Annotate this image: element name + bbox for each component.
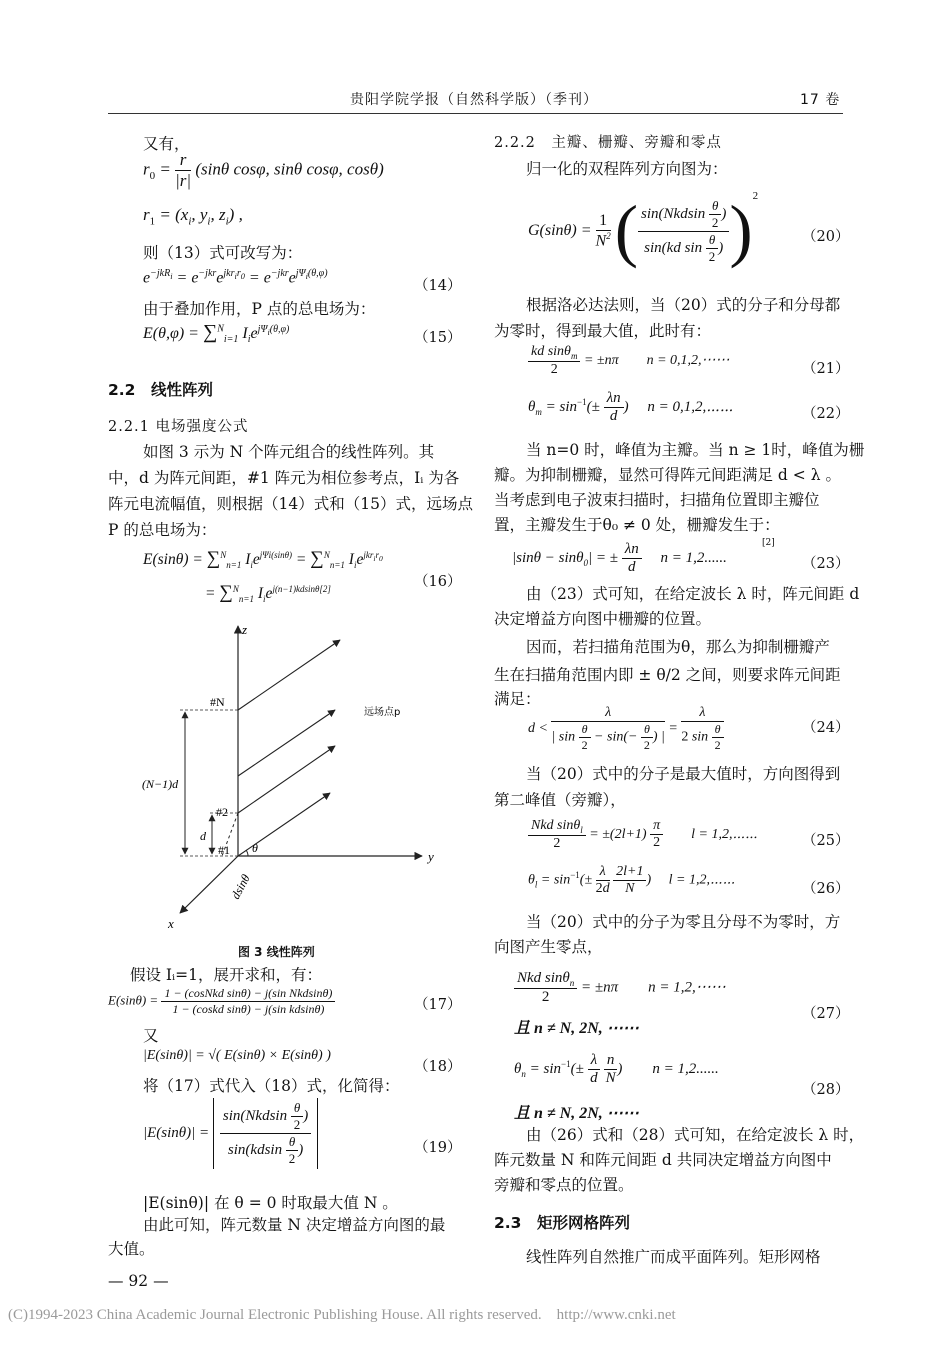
label-Nminus1d: (N−1)d [142,777,179,791]
section-2-3-heading: 2.3 矩形网格阵列 [494,1214,630,1232]
equation-23: |sinθ − sinθ$_0$| = ± $\frac{\lambda n}{d}$ n = 1,2...... [512,541,727,575]
subsection-2-2-1-heading: 2.2.1 电场强度公式 [108,419,249,435]
equation-r1: $r_1 = (x_i$, $y_i$, $z_i$) , [143,205,243,228]
equation-18: |E(sinθ)| = √( E(sinθ) × E(sinθ) ) [143,1048,331,1063]
eq20-number: （20） [802,229,850,245]
text-sidelobe1: 当（20）式中的分子是最大值时，方向图得到 [526,765,841,783]
header-rule [108,113,843,114]
text-max2: 由此可知，阵元数量 N 决定增益方向图的最 [143,1216,446,1234]
eq23-reference: [2] [762,538,775,548]
label-theta: θ [252,841,258,855]
section-2-2-heading: 2.2 线性阵列 [108,381,213,399]
subsection-2-2-2-heading: 2.2.2 主瓣、栅瓣、旁瓣和零点 [494,135,722,151]
text-max1: |E(sinθ)| 在 θ = 0 时取最大值 N 。 [143,1194,398,1212]
eq28-number: （28） [802,1082,850,1098]
label-1: #1 [218,843,230,857]
label-dsintheta: dsinθ [228,871,253,902]
eq16-number: （16） [414,574,462,590]
text-scan1: 因而，若扫描角范围为θ，那么为抑制栅瓣产 [526,638,830,656]
text-zero1: 当（20）式中的分子为零且分母不为零时，方 [526,913,841,931]
eq18-number: （18） [414,1059,462,1075]
text-substitute: 将（17）式代入（18）式，化简得： [143,1077,400,1095]
text-rect: 线性阵列自然推广而成平面阵列。矩形网格 [526,1248,821,1266]
text-sidelobe2: 第二峰值（旁瓣）， [494,791,626,809]
equation-28: $\theta_n = \sin^{-1}(\pm$ $\frac{\lambda}{d}$ $\frac{n}{N}$ ) n = 1,2...... [514,1052,719,1086]
text-fig-line4: P 的总电场为： [108,521,217,539]
x-axis [180,856,238,913]
eq22-number: （22） [802,406,850,422]
text-23b: 决定增益方向图中栅瓣的位置。 [494,610,712,628]
text-mainlobe4: 置，主瓣发生于θ₀ ≠ 0 处，栅瓣发生于： [494,516,780,534]
running-header-journal: 贵阳学院学报（自然科学版）（季刊） [350,92,598,108]
text-28b: 阵元数量 N 和阵元间距 d 共同决定增益方向图中 [494,1151,832,1169]
equation-21: $\frac{kd \sin\theta_m}{2}$ = ±nπ n = 0,1,2,⋯⋯ [528,344,730,378]
text-28a: 由（26）式和（28）式可知，在给定波长 λ 时， [526,1126,865,1144]
equation-20: G(sinθ) = $\frac{1}{N^2}$ ( sin(Nkdsin $\frac{\theta}{2}$ ) sin(kd sin $\frac{\theta}{2}$ ) )$^2$ [528,190,759,270]
theta-arc [246,850,248,856]
equation-16a: E(sinθ) = ∑$^N_{n=1}$ $I_ie^{j\Psi i(sin\theta)} = \sum^N_{n=1}$ $I_ie^{jkr_ir_0}$ [143,548,383,571]
text-mainlobe1: 当 n=0 时，峰值为主瓣。当 n ≥ 1时，峰值为栅 [526,441,865,459]
eq14-number: （14） [414,278,462,294]
text-mainlobe3: 当考虑到电子波束扫描时，扫描角位置即主瓣位 [494,491,820,509]
running-header-volume: 17 卷 [800,92,841,108]
ray-2 [238,746,335,813]
text-assume: 假设 Iᵢ=1，展开求和，有： [130,966,323,984]
equation-25: $\frac{Nkd \sin\theta_l}{2}$ = ±(2l+1) $\frac{\pi}{2}$ l = 1,2,⋯⋯ [528,818,758,852]
equation-28-condition: 且 n ≠ N, 2N, ⋯⋯ [514,1105,639,1122]
equation-r0: $r_0$ = $\frac{r}{|r|}$ (sinθ cosφ, sinθ cosφ, cosθ) [143,150,384,190]
label-N: #N [210,695,225,709]
text-fig-line1: 如图 3 示为 N 个阵元组合的线性阵列。其 [143,443,435,461]
label-farpoint: 远场点p [364,707,401,718]
eq21-number: （21） [802,361,850,377]
eq17-number: （17） [414,997,462,1013]
text-fig-line3: 阵元电流幅值，则根据（14）式和（15）式，远场点 [108,495,473,513]
text-scan2: 生在扫描角范围内即 ± θ/2 之间，则要求阵元间距 [494,666,841,684]
text-and: 又 [143,1027,159,1045]
text-28c: 旁瓣和零点的位置。 [494,1176,634,1194]
equation-14: $e^{-jkR_i} = e^{-jkr}e^{jkr_ir_0} = e^{-jkr}e^{j\Psi_i(\theta,\varphi)}$ [143,268,328,287]
label-y: y [428,849,434,864]
label-x: x [168,916,174,931]
text-lhopital2: 为零时，得到最大值，此时有： [494,322,712,340]
text-mainlobe2: 瓣。为抑制栅瓣，显然可得阵元间距满足 d < λ 。 [494,466,841,484]
equation-26: $\theta_l = \sin^{-1}(\pm$ $\frac{\lambda}{2d}$ $\frac{2l+1}{N}$ ) l = 1,2,⋯⋯ [528,864,736,896]
figure-3-linear-array [130,618,460,938]
eq27-number: （27） [802,1006,850,1022]
equation-24: d < λ | sin $\frac{\theta}{2}$ − sin(− $\frac{\theta}{2}$ ) | = λ 2 sin $\frac{\theta}{2}$ [528,705,724,753]
eq23-number: （23） [802,556,850,572]
eq26-number: （26） [802,881,850,897]
text-zero2: 向图产生零点， [494,938,603,956]
label-d: d [200,829,206,843]
equation-16b: = ∑$^N_{n=1}$ $I_ie^{j(n-1)kdsin\theta[2]}$ [205,582,331,605]
eq24-number: （24） [802,720,850,736]
ray-3 [238,710,335,776]
eq25-number: （25） [802,833,850,849]
copyright-footer: (C)1994-2023 China Academic Journal Electronic Publishing House. All rights reserved. http://www.cnki.net [8,1307,676,1323]
text-also: 又有， [143,135,190,153]
text-lhopital1: 根据洛必达法则，当（20）式的分子和分母都 [526,296,841,314]
text-23a: 由（23）式可知，在给定波长 λ 时，阵元间距 d [526,585,860,603]
equation-27-condition: 且 n ≠ N, 2N, ⋯⋯ [514,1020,639,1037]
text-rewrite: 则（13）式可改写为： [143,244,303,262]
text-max3: 大值。 [108,1240,155,1258]
ray-N [238,640,340,710]
text-fig-line2: 中，d 为阵元间距，#1 阵元为相位参考点，Iᵢ 为各 [108,469,460,487]
text-superpose: 由于叠加作用，P 点的总电场为： [143,300,376,318]
eq15-number: （15） [414,330,462,346]
figure-3-caption: 图 3 线性阵列 [238,945,315,959]
text-normalized: 归一化的双程阵列方向图为： [526,160,728,178]
page-number: — 92 — [108,1272,169,1290]
label-z: z [242,622,248,637]
equation-17: E(sinθ) = $\frac{\text{1 − (cosNkd sinθ) − j(sin Nkdsinθ)}}{\text{1 − (coskd sinθ) − j(sin kdsinθ)}}$ [108,986,335,1017]
equation-22: $\theta_m = \sin^{-1}(\pm$ $\frac{\lambda n}{d}$ ) n = 0,1,2,⋯⋯ [528,390,734,424]
equation-15: E(θ,φ) = ∑$^N_{i=1}$ $I_ie^{j\Psi_i(\theta,\varphi)}$ [143,321,290,346]
label-2: #2 [216,805,228,819]
equation-27: $\frac{Nkd \sin\theta_n}{2}$ = ±nπ n = 1,2,⋯⋯ [514,970,726,1006]
equation-19: |E(sinθ)| = sin(Nkdsin $\frac{\theta}{2}$ ) sin(kdsin $\frac{\theta}{2}$ ) [143,1098,318,1169]
text-scan3: 满足： [494,690,541,708]
eq19-number: （19） [414,1140,462,1156]
